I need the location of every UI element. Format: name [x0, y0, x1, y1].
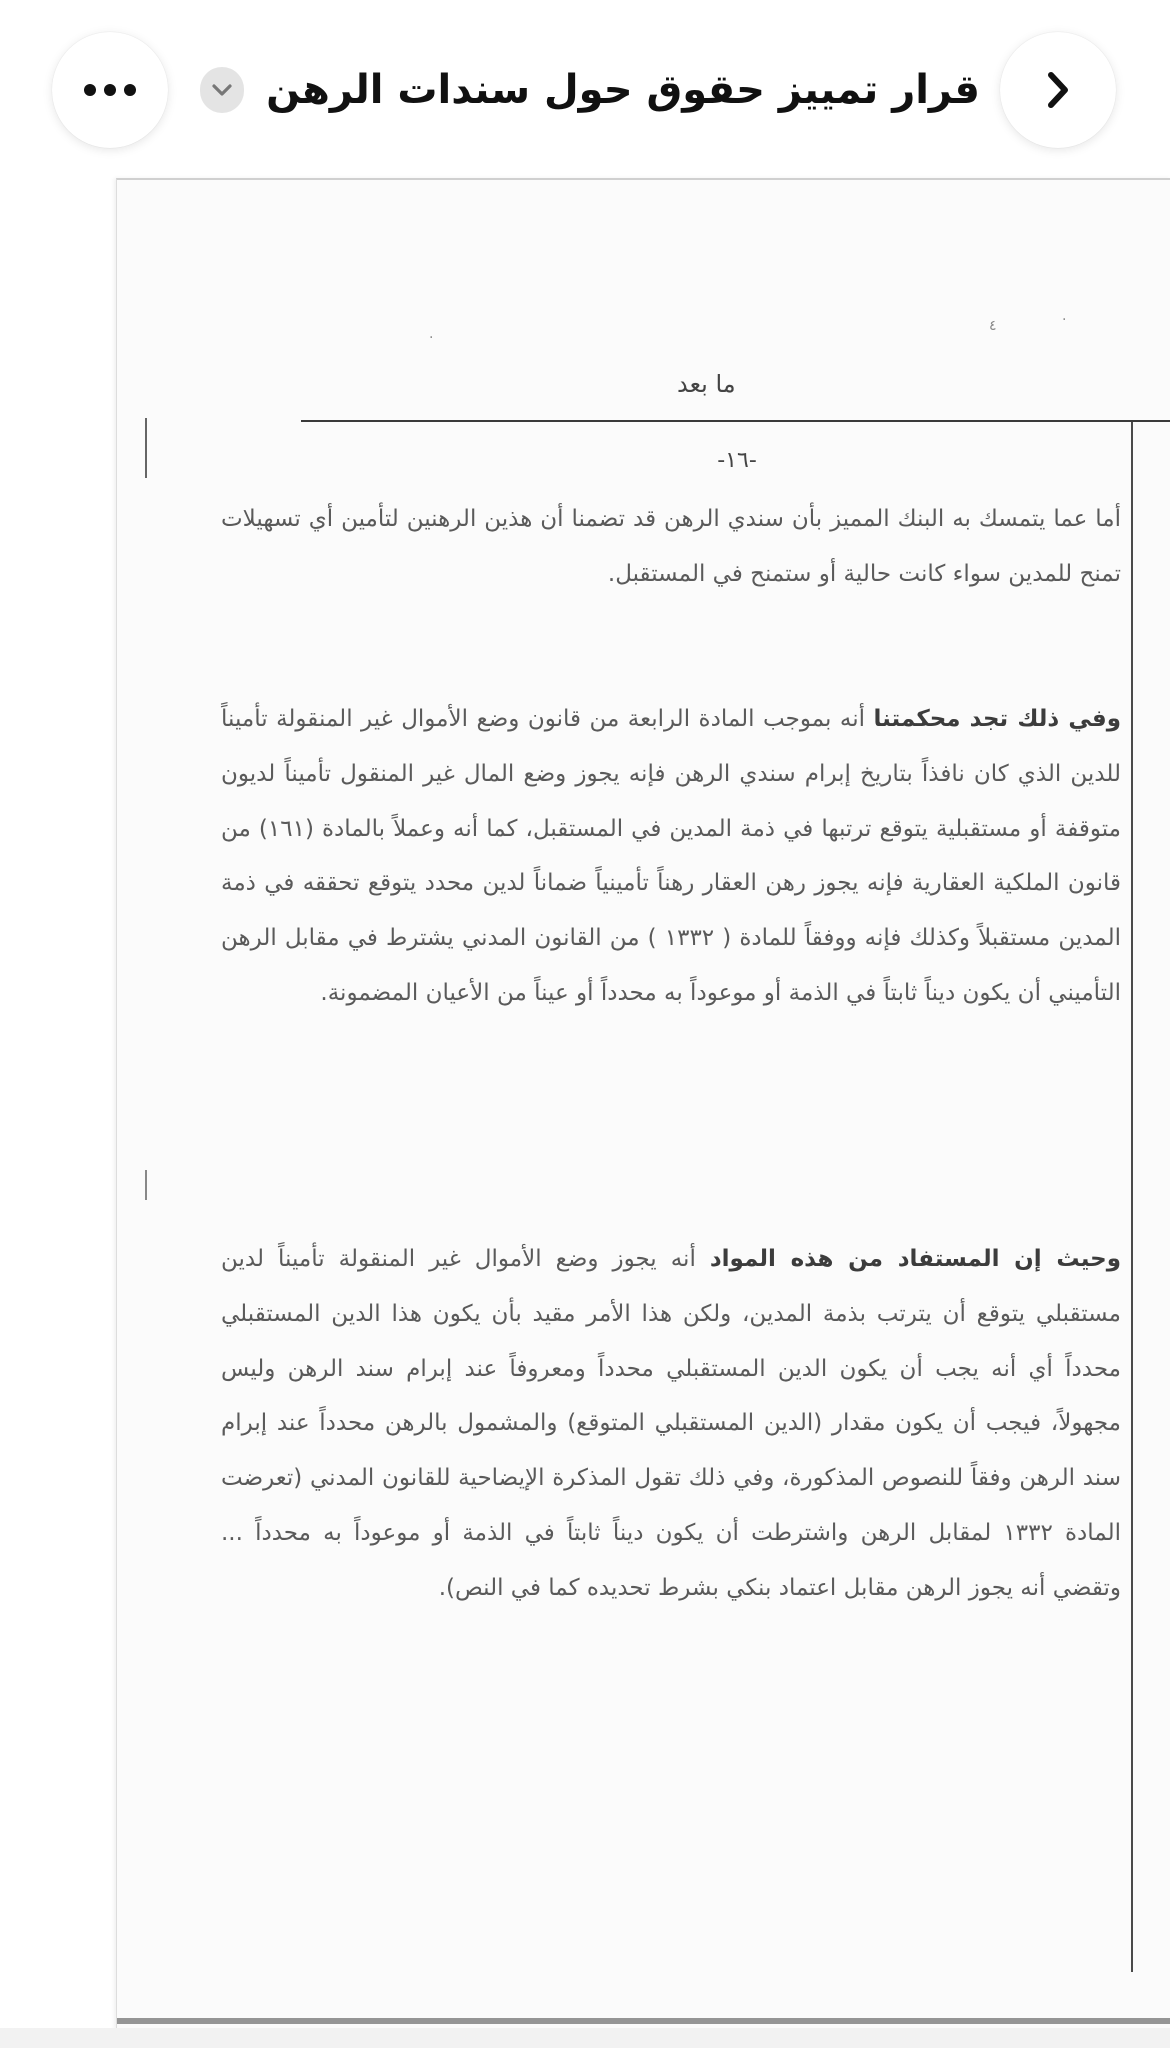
paragraph-text: أنه بموجب المادة الرابعة من قانون وضع الأموال غير المنقولة تأميناً للدين الذي كان نافذاً بتاريخ إبرام سندي الرهن فإنه يجوز وضع المال غير المنقول تأميناً لديون متوقفة أو مستقبلية يتوقع ترتبها في ذمة المدين في المستقبل، كما أنه وعملاً بالمادة (١٦١) من قانون الملكية العقارية فإنه يجوز رهن العقار رهناً تأمينياً ضماناً لدين محدد يتوقع تحققه في ذمة المدين مستقبلاً وكذلك فإنه ووفقاً للمادة ( ١٣٣٢ ) من القانون المدني يشترط في مقابل الرهن التأميني أن يكون ديناً ثابتاً في الذمة أو موعوداً به محدداً أو عيناً من الأعيان المضمونة. [221, 706, 1122, 1006]
header-rule [301, 420, 1170, 422]
paragraph-2 [221, 692, 1121, 1021]
scan-speck: · [429, 330, 434, 346]
scanned-document-page[interactable] [116, 178, 1170, 2030]
margin-line [1131, 422, 1133, 1972]
document-title-menu[interactable] [200, 52, 980, 128]
back-button[interactable] [1000, 32, 1116, 148]
more-horizontal-icon [84, 84, 136, 96]
paragraph-lead: وفي ذلك تجد محكمتنا [873, 706, 1122, 732]
margin-mark [145, 1170, 147, 1200]
document-title: قرار تمييز حقوق حول سندات الرهن [266, 67, 980, 113]
margin-mark [145, 418, 147, 478]
paragraph-text: أما عما يتمسك به البنك المميز بأن سندي الرهن قد تضمنا أن هذين الرهنين لتأمين أي تسهيلات تمنح للمدين سواء كانت حالية أو ستمنح في المستقبل. [221, 506, 1121, 587]
chevron-right-icon [1043, 69, 1073, 111]
scan-speck: ٤ [989, 318, 997, 334]
page-header-label: ما بعد [677, 370, 736, 398]
paragraph-lead: وحيث إن المستفاد من هذه المواد [709, 1246, 1121, 1272]
chevron-down-icon[interactable] [200, 67, 244, 113]
top-toolbar [0, 0, 1170, 180]
bottom-strip [0, 2028, 1170, 2048]
page-number: -١٦- [717, 448, 757, 473]
paragraph-text: أنه يجوز وضع الأموال غير المنقولة تأميناً لدين مستقبلي يتوقع أن يترتب بذمة المدين، ولكن هذا الأمر مقيد بأن يكون هذا الدين المستقبلي محدداً أي أنه يجب أن يكون الدين المستقبلي محدداً ومعروفاً عند إبرام سند الرهن وليس مجهولاً، فيجب أن يكون مقدار (الدين المستقبلي المتوقع) والمشمول بالرهن محدداً عند إبرام سند الرهن وفقاً للنصوص المذكورة، وفي ذلك تقول المذكرة الإيضاحية للقانون المدني (تعرضت المادة ١٣٣٢ لمقابل الرهن واشترطت أن يكون ديناً ثابتاً في الذمة أو موعوداً به محدداً ... وتقضي أنه يجوز الرهن مقابل اعتماد بنكي بشرط تحديده كما في النص). [221, 1246, 1121, 1601]
more-options-button[interactable] [52, 32, 168, 148]
scan-speck: · [1062, 312, 1067, 328]
paragraph-3 [221, 1232, 1121, 1616]
page-bottom-edge [117, 2018, 1170, 2024]
paragraph-1 [221, 492, 1121, 602]
